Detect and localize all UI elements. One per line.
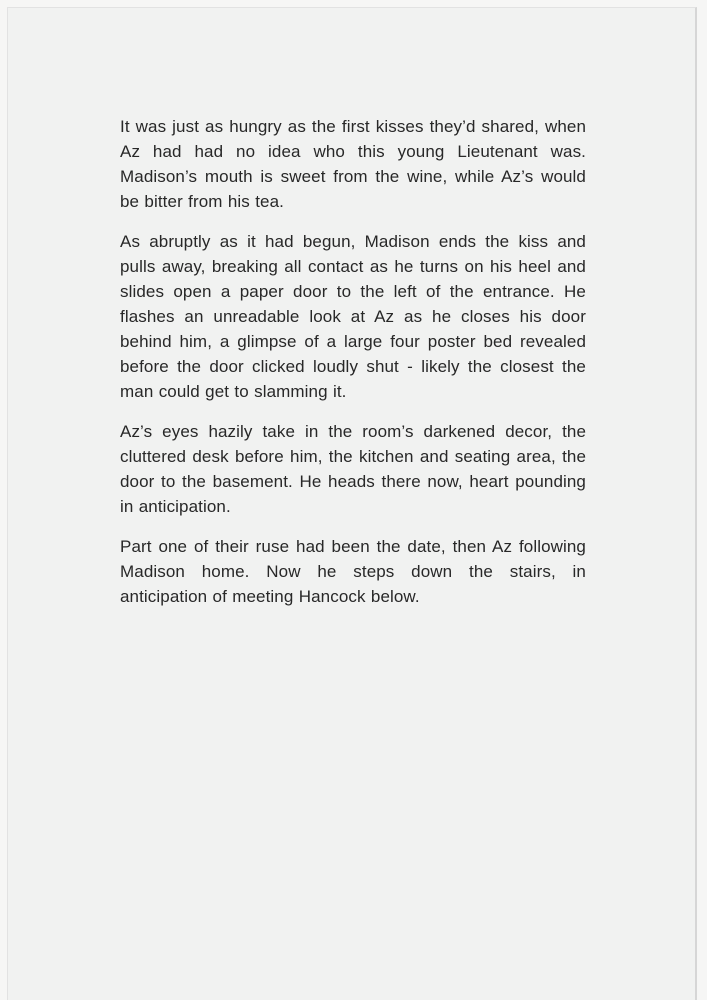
- paragraph-4: Part one of their ruse had been the date, then Az following Madison home. Now he steps down the stairs, in anticipation of meeting Hancock below.: [120, 537, 586, 606]
- paragraph-3: Az’s eyes hazily take in the room’s darkened decor, the cluttered desk before him, the kitchen and seating area, the door to the basement. He heads there now, heart pounding in anticipation.: [120, 422, 586, 516]
- text-column: [8, 8, 695, 609]
- reading-page: [7, 7, 697, 1000]
- paragraph-2: As abruptly as it had begun, Madison ends the kiss and pulls away, breaking all contact as he turns on his heel and slides open a paper door to the left of the entrance. He flashes an unreadable look at Az as he closes his door behind him, a glimpse of a large four poster bed revealed before the door clicked loudly shut - likely the closest the man could get to slamming it.: [120, 232, 586, 401]
- paragraph-1: It was just as hungry as the first kisses they’d shared, when Az had had no idea who this young Lieutenant was. Madison’s mouth is sweet from the wine, while Az’s would be bitter from his tea.: [120, 117, 586, 211]
